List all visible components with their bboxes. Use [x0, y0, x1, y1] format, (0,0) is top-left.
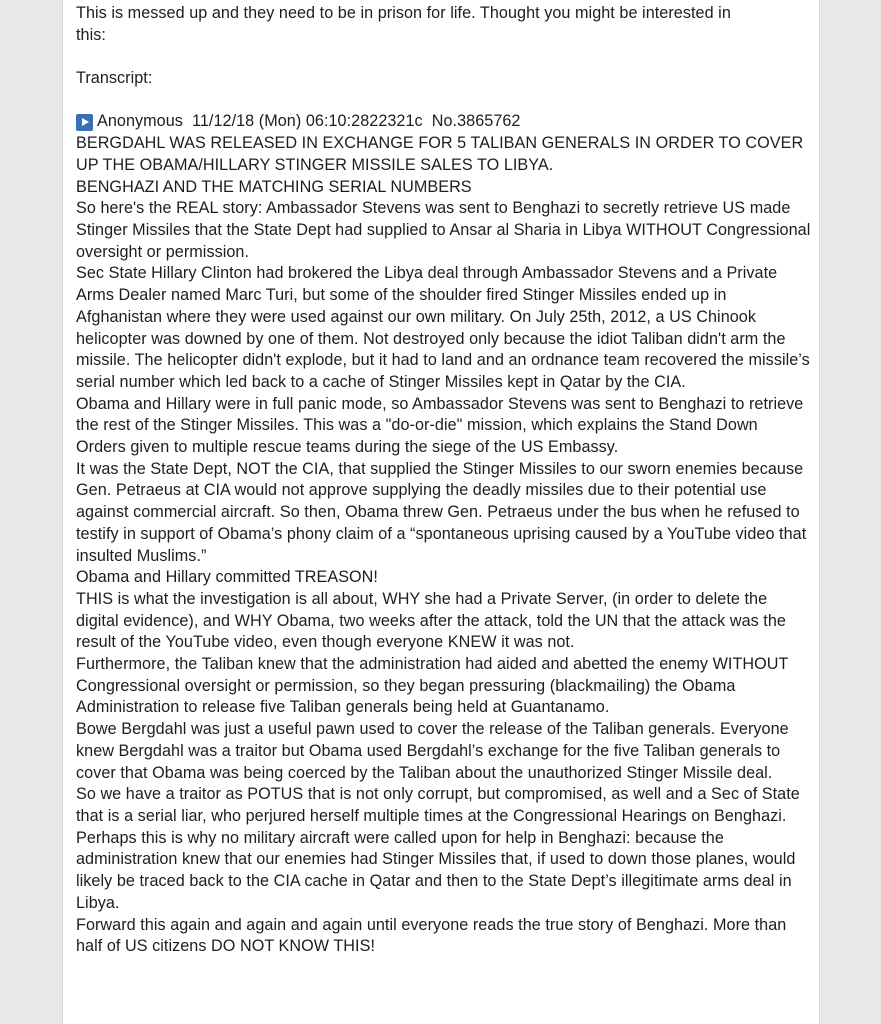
message-body — [76, 3, 811, 958]
play-icon — [76, 114, 93, 131]
post-paragraph: Bowe Bergdahl was just a useful pawn used to cover the release of the Taliban generals. Everyone knew Bergdahl was a traitor but Obama used Bergdahl’s exchange for the five Taliban generals to cover that Obama was being coerced by the Taliban about the unauthorized Stinger Missile deal. — [76, 720, 789, 782]
post-paragraph: So here's the REAL story: Ambassador Stevens was sent to Benghazi to secretly retrieve US made Stinger Missiles that the State Dept had supplied to Ansar al Sharia in Libya WITHOUT Congressional oversight or permission. — [76, 199, 811, 261]
spacer — [76, 46, 811, 68]
intro-text — [76, 3, 811, 46]
post-paragraph: Sec State Hillary Clinton had brokered the Libya deal through Ambassador Stevens and a Private Arms Dealer named Marc Turi, but some of the shoulder fired Stinger Missiles ended up in Afghanistan where they were used against our own military. On July 25th, 2012, a US Chinook helicopter was downed by one of them. Not destroyed only because the idiot Taliban didn't arm the missile. The helicopter didn't explode, but it had to land and an ordnance team recovered the missile’s serial number which led back to a cache of Stinger Missiles kept in Qatar by the CIA. — [76, 264, 810, 391]
post-paragraph: So we have a traitor as POTUS that is not only corrupt, but compromised, as well and a Sec of State that is a serial liar, who perjured herself multiple times at the Congressional Hearings on Benghazi. Perhaps this is why no military aircraft were called upon for help in Benghazi: because the administration knew that our enemies had Stinger Missiles that, if used to down those planes, would likely be traced back to the CIA cache in Qatar and then to the State Dept’s illegitimate arms deal in Libya. — [76, 785, 800, 912]
intro-line-2: this: — [76, 25, 106, 44]
message-page — [62, 0, 820, 1024]
post-paragraph: Forward this again and again and again until everyone reads the true story of Benghazi. More than half of US citizens DO NOT KNOW THIS! — [76, 915, 787, 956]
intro-line-1: This is messed up and they need to be in prison for life. Thought you might be interested in — [76, 4, 731, 22]
post-paragraph: BERGDAHL WAS RELEASED IN EXCHANGE FOR 5 TALIBAN GENERALS IN ORDER TO COVER UP THE OBAMA/HILLARY STINGER MISSILE SALES TO LIBYA. — [76, 134, 804, 174]
post-paragraph: It was the State Dept, NOT the CIA, that supplied the Stinger Missiles to our sworn enemies because Gen. Petraeus at CIA would not approve supplying the deadly missiles due to their potential use against commercial aircraft. So then, Obama threw Gen. Petraeus under the bus when he refused to testify in support of Obama’s phony claim of a “spontaneous uprising caused by a YouTube video that insulted Muslims.” — [76, 459, 807, 565]
post-paragraph: THIS is what the investigation is all about, WHY she had a Private Server, (in order to delete the digital evidence), and WHY Obama, two weeks after the attack, told the UN that the attack was the result of the YouTube video, even though everyone KNEW it was not. — [76, 589, 786, 652]
post-paragraph: Furthermore, the Taliban knew that the administration had aided and abetted the enemy WITHOUT Congressional oversight or permission, so they began pressuring (blackmailing) the Obama Administration to release five Taliban generals being held at Guantanamo. — [76, 655, 789, 717]
post-meta: Anonymous 11/12/18 (Mon) 06:10:2822321c No.3865762 — [97, 112, 521, 131]
post-paragraph: Obama and Hillary were in full panic mode, so Ambassador Stevens was sent to Benghazi to retrieve the rest of the Stinger Missiles. This was a "do-or-die" mission, which explains the Stand Down Orders given to multiple rescue teams during the siege of the US Embassy. — [76, 394, 804, 457]
post-header — [76, 111, 811, 133]
transcript-label: Transcript: — [76, 69, 153, 88]
post-paragraph: Obama and Hillary committed TREASON! — [76, 568, 378, 587]
spacer — [76, 90, 811, 112]
post-paragraph: BENGHAZI AND THE MATCHING SERIAL NUMBERS — [76, 177, 472, 196]
